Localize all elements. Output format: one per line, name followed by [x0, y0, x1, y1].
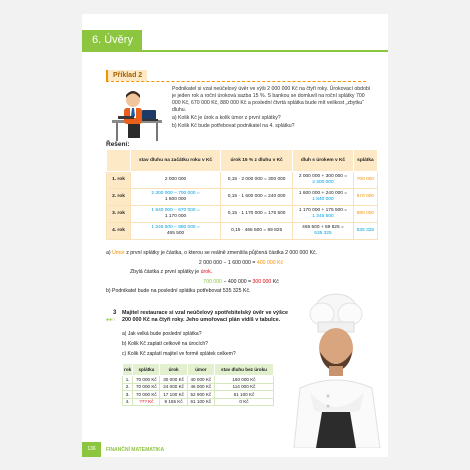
- loan-header-empty: [107, 150, 131, 172]
- sched-cell: 61 100 Kč: [187, 398, 214, 406]
- table-row: [123, 398, 274, 406]
- debt-cell: [131, 206, 221, 223]
- total-expr: 1 600 000 + 240 000 =: [298, 191, 348, 196]
- task-text: Majitel restaurace si vzal neúčelový spotřebitelský úvěr ve výšce 200 000 Kč na čtyři roky. Jeho umořovací plán vidíš v tabulce.: [122, 310, 289, 323]
- note-a-calc: [106, 260, 376, 267]
- sched-cell: 30 000 Kč: [160, 376, 187, 384]
- note-a-rest: Zbylá částka z první splátky je úrok.: [130, 269, 213, 275]
- problem-paragraph: Podnikatel si vzal neúčelový úvěr ve výši 2 000 000 Kč na čtyři roky. Úrokovací období je jeden rok a roční úroková sazba 15 %. S bankou se domluvil na roční splátky 700 000 Kč, 670 000 Kč, 880 000 Kč a poslední čtvrtá splátka bude mít velikost „zbytku“ dluhu.: [172, 86, 371, 113]
- interest-cell: 0,15 · 1 170 000 = 175 500: [221, 206, 293, 223]
- loan-header-debt: stav dluhu na začátku roku v Kč: [131, 150, 221, 172]
- debt-value: 465 500: [166, 231, 185, 236]
- question-b: b) Kolik Kč bude potřebovat podnikatel na 4. splátku?: [172, 123, 295, 129]
- total-cell: [293, 206, 354, 223]
- note-a-highlight: Úmor: [112, 250, 125, 256]
- debt-calc: 1 345 500 − 880 000 =: [151, 225, 200, 230]
- sched-cell: 46 000 Kč: [187, 383, 214, 391]
- note-a-rest-text: Zbylá částka z první splátky je: [130, 269, 201, 275]
- question-a: a) Kolik Kč je úrok a kolik úmor z první splátky?: [172, 115, 281, 121]
- note-a-final-c: 300 000: [252, 278, 272, 285]
- table-row: [107, 172, 378, 189]
- payment-cell: 670 000: [353, 189, 377, 206]
- sched-cell: 70 000 Kč: [133, 383, 160, 391]
- year-cell: 3. rok: [107, 206, 131, 223]
- sched-cell: 40 000 Kč: [187, 376, 214, 384]
- footer-title: FINANČNÍ MATEMATIKA: [106, 447, 165, 453]
- table-row: [123, 383, 274, 391]
- problem-text: [172, 86, 372, 131]
- loan-header-total: dluh s úrokem v Kč: [293, 150, 354, 172]
- debt-calc: 2 300 000 − 700 000 =: [151, 191, 200, 196]
- sched-cell: 52 900 Kč: [187, 391, 214, 399]
- total-cell: [293, 189, 354, 206]
- amortization-table: [122, 363, 274, 406]
- difficulty-marker: ●●○: [106, 317, 116, 323]
- table-row: [123, 391, 274, 399]
- note-a-final-unit: Kč: [271, 278, 279, 285]
- loan-header-payment: splátka: [353, 150, 377, 172]
- page-footer: [82, 442, 388, 457]
- total-cell: [293, 172, 354, 189]
- sched-header-row: [123, 364, 274, 376]
- chapter-title: 6. Úvěry: [82, 30, 142, 50]
- example-divider: [106, 81, 366, 82]
- sched-cell: 2.: [123, 383, 133, 391]
- page-number: 136: [82, 442, 101, 457]
- sched-cell: 9 165 Kč: [160, 398, 187, 406]
- total-result: 1 345 500: [312, 214, 334, 219]
- note-a-final-b: − 400 000 =: [221, 278, 253, 285]
- sched-cell: 61 100 Kč: [214, 391, 273, 399]
- task-question-c: c) Kolik Kč zaplatí majitel ve formě splátek celkem?: [122, 351, 236, 357]
- sched-header-year: rok: [123, 364, 133, 376]
- payment-cell: 880 000: [353, 206, 377, 223]
- sched-cell: 17 100 Kč: [160, 391, 187, 399]
- interest-cell: 0,15 · 2 000 000 = 300 000: [221, 172, 293, 189]
- year-cell: 4. rok: [107, 223, 131, 240]
- sched-cell: 4.: [123, 398, 133, 406]
- interest-cell: 0,15 · 465 500 = 69 825: [221, 223, 293, 240]
- note-a-final: [106, 279, 376, 286]
- chapter-header: [82, 26, 388, 52]
- table-row: [107, 206, 378, 223]
- debt-cell: [131, 223, 221, 240]
- debt-calc: 1 840 000 − 670 000 =: [151, 208, 200, 213]
- task-question-b: b) Kolik Kč zaplatí celkově na úrocích?: [122, 341, 208, 347]
- businessman-illustration: [108, 86, 166, 146]
- debt-value: 1 170 000: [164, 214, 187, 219]
- debt-cell: [131, 189, 221, 206]
- sched-header-payment: splátka: [133, 364, 160, 376]
- sched-cell: 70 000 Kč: [133, 376, 160, 384]
- sched-header-principal: úmor: [187, 364, 214, 376]
- solution-label: Řešení:: [106, 141, 130, 148]
- interest-cell: 0,15 · 1 600 000 = 240 000: [221, 189, 293, 206]
- total-expr: 465 500 + 69 825 =: [302, 225, 344, 230]
- total-result: 2 300 000: [312, 180, 334, 185]
- sched-header-balance: stav dluhu bez úroku: [214, 364, 273, 376]
- solution-notes: [106, 250, 376, 298]
- debt-cell: [131, 172, 221, 189]
- table-row: [123, 376, 274, 384]
- note-a-calc-result: 400 000 Kč: [256, 259, 284, 266]
- note-a-prefix: a): [106, 250, 111, 256]
- payment-cell: 535 325: [353, 223, 377, 240]
- table-row: [107, 189, 378, 206]
- loan-table: [106, 149, 378, 240]
- textbook-page: [82, 14, 388, 457]
- total-cell: [293, 223, 354, 240]
- example-label: Příklad 2: [106, 70, 147, 81]
- task-number: 3: [113, 310, 117, 316]
- total-result: 535 325: [314, 231, 332, 236]
- note-a-rest-highlight: úrok: [200, 269, 211, 275]
- chef-photo: [280, 292, 388, 448]
- note-a-calc-expr: 2 000 000 − 1 600 000 =: [198, 259, 257, 266]
- year-cell: 1. rok: [107, 172, 131, 189]
- note-a-final-a: 700 000: [203, 278, 222, 285]
- sched-cell: 3.: [123, 391, 133, 399]
- sched-cell: 0 Kč: [214, 398, 273, 406]
- note-a: [106, 250, 376, 257]
- debt-value: 2 000 000: [164, 177, 187, 182]
- total-result: 1 840 000: [312, 197, 334, 202]
- debt-value: 1 600 000: [164, 197, 187, 202]
- year-cell: 2. rok: [107, 189, 131, 206]
- note-b: b) Podnikatel bude na poslední splátku potřebovat 535 325 Kč.: [106, 288, 251, 294]
- payment-cell: 700 000: [353, 172, 377, 189]
- sched-cell: 114 000 Kč: [214, 383, 273, 391]
- sched-cell: 70 000 Kč: [133, 391, 160, 399]
- total-expr: 2 000 000 + 300 000 =: [298, 174, 348, 179]
- sched-cell-unknown: ??? Kč: [133, 398, 160, 406]
- task-question-a: a) Jak velká bude poslední splátka?: [122, 331, 202, 337]
- table-row: [107, 223, 378, 240]
- sched-cell: 24 000 Kč: [160, 383, 187, 391]
- sched-cell: 1.: [123, 376, 133, 384]
- sched-header-interest: úrok: [160, 364, 187, 376]
- loan-header-row: [107, 150, 378, 172]
- note-a-text: z první splátky je částka, o kterou se reálně zmenšila půjčená částka 2 000 000 Kč.: [124, 250, 318, 256]
- sched-cell: 160 000 Kč: [214, 376, 273, 384]
- total-expr: 1 170 000 + 175 500 =: [298, 208, 348, 213]
- loan-header-interest: úrok 15 % z dluhu v Kč: [221, 150, 293, 172]
